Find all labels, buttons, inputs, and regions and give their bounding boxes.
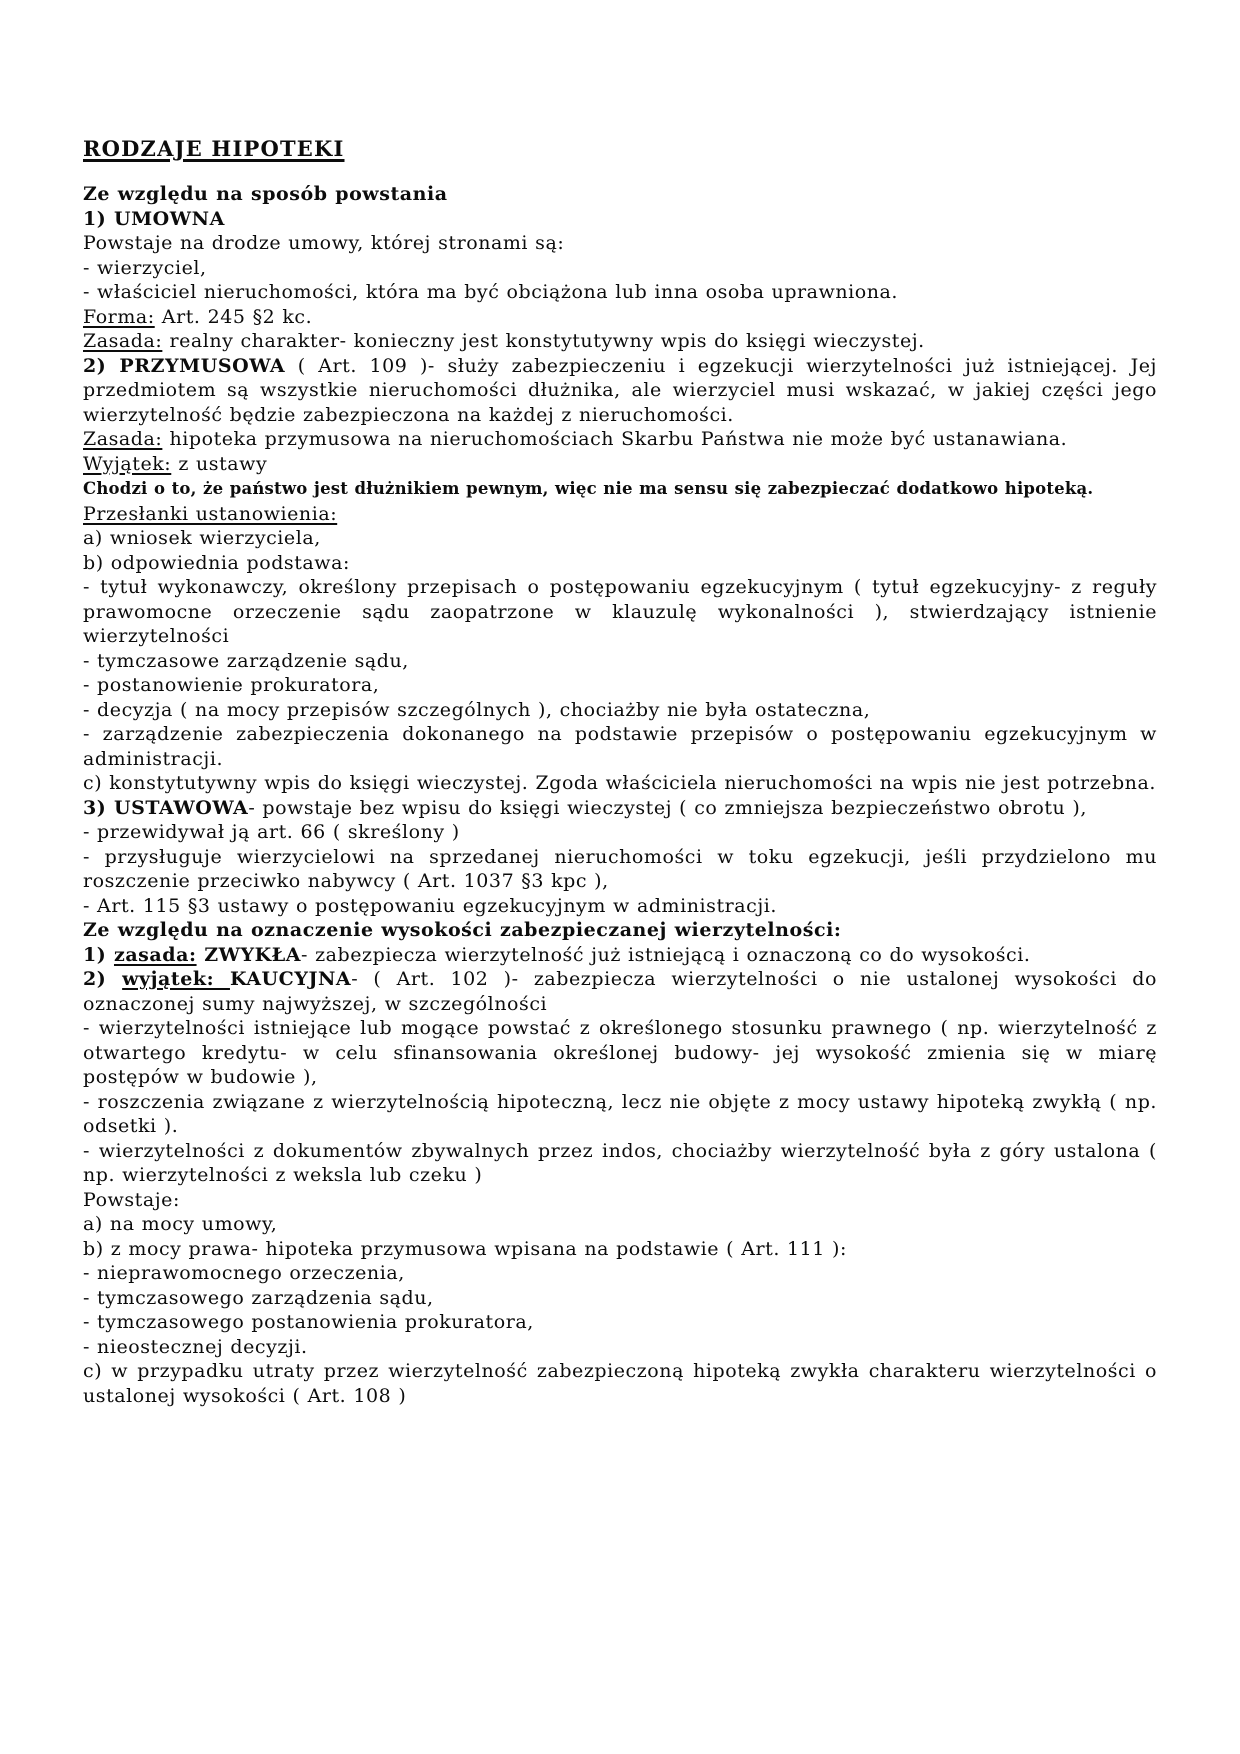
text-run: ( Art. 109 )- służy zabezpieczeniu i egzekucji wierzytelności już istniejącej. Jej przedmiotem są wszystkie nieruchomości dłużnika, ale wierzyciel musi wskazać, w jakiej części jego wierzytelność będzie zabezpieczona na każdej z nieruchomości. [83,354,1157,426]
text-run: - nieostecznej decyzji. [83,1335,308,1358]
text-run: Wyjątek: [83,452,172,475]
text-run: - przewidywał ją art. 66 ( skreślony ) [83,821,460,843]
text-run: - ( Art. 102 )- zabezpiecza wierzytelności o nie ustalonej wysokości do oznaczonej sumy najwyższej, w szczególności [83,968,1157,1015]
text-run: 2) [83,968,123,990]
paragraph [83,649,1157,674]
paragraph [83,354,1157,428]
text-run: Powstaje: [83,1188,180,1211]
text-run: - wierzytelności z dokumentów zbywalnych przez indos, chociażby wierzytelność była z góry ustalona ( np. wierzytelności z weksla lub czeku ) [83,1139,1157,1186]
text-run: - zarządzenie zabezpieczenia dokonanego na podstawie przepisów o postępowaniu egzekucyjnym w administracji. [83,723,1157,770]
text-run: Ze względu na sposób powstania [83,183,448,205]
paragraph [83,820,1157,845]
text-run: b) odpowiednia podstawa: [83,551,350,574]
paragraph [83,526,1157,551]
paragraph [83,1261,1157,1286]
text-run: 3) USTAWOWA [83,796,249,819]
paragraph [83,967,1157,1016]
text-run: c) w przypadku utraty przez wierzytelność zabezpieczoną hipoteką zwykła charakteru wierzytelności o ustalonej wysokości ( Art. 108 ) [83,1360,1157,1407]
text-run: a) na mocy umowy, [83,1213,278,1235]
paragraph [83,771,1157,796]
paragraph [83,1237,1157,1262]
text-run: KAUCYJNA [229,968,352,990]
document-body [83,182,1157,1408]
text-run: hipoteka przymusowa na nieruchomościach Skarbu Państwa nie może być ustanawiana. [162,428,1068,450]
paragraph [83,1188,1157,1213]
paragraph [83,207,1157,232]
paragraph [83,329,1157,354]
text-run: z ustawy [171,452,268,475]
text-run: ZWYKŁA [196,943,302,966]
text-run: 2) PRZYMUSOWA [83,354,286,377]
text-run: - decyzja ( na mocy przepisów szczególnych ), chociażby nie była ostateczna, [83,698,871,721]
text-run: Ze względu na oznaczenie wysokości zabezpieczanej wierzytelności: [83,919,842,941]
paragraph [83,894,1157,919]
text-run: b) z mocy prawa- hipoteka przymusowa wpisana na podstawie ( Art. 111 ): [83,1237,847,1260]
text-run: wyjątek: [122,968,230,990]
paragraph [83,1286,1157,1311]
paragraph [83,1212,1157,1237]
paragraph [83,502,1157,527]
text-run: - powstaje bez wpisu do księgi wieczystej ( co zmniejsza bezpieczeństwo obrotu ), [248,796,1087,819]
text-run: Forma: [83,305,155,328]
paragraph [83,1139,1157,1188]
text-run: Zasada: [83,428,163,450]
text-run: realny charakter- konieczny jest konstytutywny wpis do księgi wieczystej. [162,330,925,352]
paragraph [83,1016,1157,1090]
document-title: RODZAJE HIPOTEKI [83,136,345,161]
text-run: - tymczasowego postanowienia prokuratora, [83,1311,534,1333]
text-run: - zabezpiecza wierzytelność już istniejącą i oznaczoną co do wysokości. [301,943,1031,966]
paragraph [83,575,1157,649]
text-run: Chodzi o to, że państwo jest dłużnikiem pewnym, więc nie ma sensu się zabezpieczać dodatkowo hipoteką. [83,479,1094,498]
text-run: Przesłanki ustanowienia: [83,502,338,525]
paragraph [83,943,1157,968]
paragraph [83,1335,1157,1360]
paragraph [83,551,1157,576]
paragraph [83,280,1157,305]
text-run: - przysługuje wierzycielowi na sprzedanej nieruchomości w toku egzekucji, jeśli przydzielono mu roszczenie przeciwko nabywcy ( Art. 1037 §3 kpc ), [83,845,1157,892]
paragraph [83,698,1157,723]
text-run: - właściciel nieruchomości, która ma być obciążona lub inna osoba uprawniona. [83,281,899,303]
paragraph [83,476,1157,502]
paragraph [83,1310,1157,1335]
paragraph [83,1090,1157,1139]
text-run: - postanowienie prokuratora, [83,674,380,696]
text-run: zasada: [113,943,197,966]
paragraph [83,845,1157,894]
text-run: c) konstytutywny wpis do księgi wieczystej. Zgoda właściciela nieruchomości na wpis nie jest potrzebna. [83,772,1156,794]
paragraph [83,1359,1157,1408]
text-run: 1) [83,943,114,966]
paragraph [83,673,1157,698]
text-run: - wierzyciel, [83,256,207,279]
paragraph [83,256,1157,281]
text-run: - roszczenia związane z wierzytelnością hipoteczną, lecz nie objęte z mocy ustawy hipoteką zwykłą ( np. odsetki ). [83,1090,1157,1137]
text-run: - wierzytelności istniejące lub mogące powstać z określonego stosunku prawnego ( np. wierzytelność z otwartego kredytu- w celu sfinansowania określonej budowy- jej wysokość zmienia się w miarę postępów w budowie ), [83,1017,1157,1088]
text-run: - nieprawomocnego orzeczenia, [83,1262,405,1284]
text-run: a) wniosek wierzyciela, [83,527,321,549]
paragraph [83,452,1157,477]
text-run: Art. 245 §2 kc. [154,305,313,328]
text-run: Zasada: [83,330,163,352]
paragraph [83,305,1157,330]
paragraph [83,796,1157,821]
text-run: - tytuł wykonawczy, określony przepisach o postępowaniu egzekucyjnym ( tytuł egzekucyjny- z reguły prawomocne orzeczenie sądu zaopatrzone w klauzulę wykonalności ), stwierdzający istnienie wierzytelności [83,576,1157,647]
paragraph [83,231,1157,256]
paragraph [83,182,1157,207]
paragraph [83,918,1157,943]
text-run: - Art. 115 §3 ustawy o postępowaniu egzekucyjnym w administracji. [83,894,777,917]
paragraph [83,427,1157,452]
text-run: 1) UMOWNA [83,207,225,230]
text-run: - tymczasowe zarządzenie sądu, [83,649,409,672]
text-run: - tymczasowego zarządzenia sądu, [83,1286,434,1309]
text-run: Powstaje na drodze umowy, której stronami są: [83,232,565,254]
paragraph [83,722,1157,771]
